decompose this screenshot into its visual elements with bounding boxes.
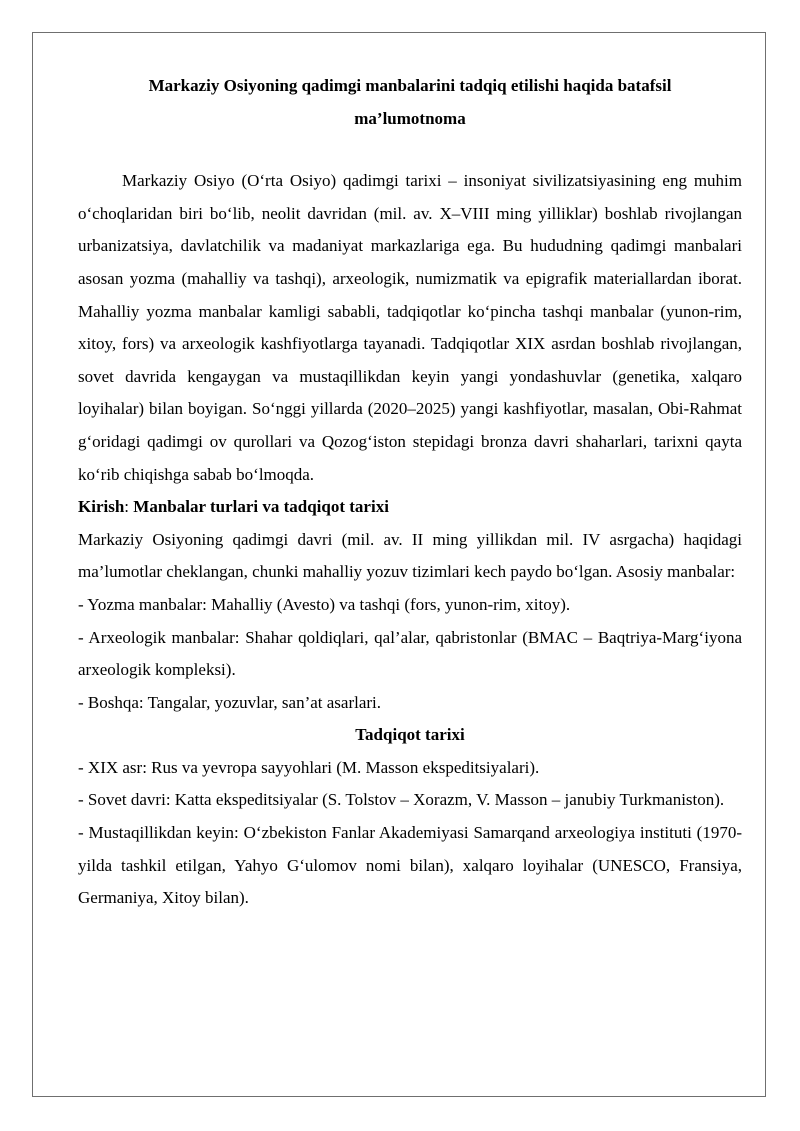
section-separator: : [124,497,134,517]
section1-paragraph: Markaziy Osiyoning qadimgi davri (mil. av. II ming yillikdan mil. IV asrgacha) haqidagi ma’lumotlar cheklangan, chunki mahalliy yozuv tizimlari kech paydo bo‘lgan. Asosiy manbalar: [78,529,742,582]
title-line-1: Markaziy Osiyoning qadimgi manbalarini tadqiq etilishi haqida batafsil [148,76,672,95]
title-line-2: ma’lumotnoma [354,108,466,128]
document-body [78,70,742,915]
list-item: - Sovet davri: Katta ekspeditsiyalar (S. Tolstov – Xorazm, V. Masson – janubiy Turkmaniston). [78,790,725,810]
list-item: - Yozma manbalar: Mahalliy (Avesto) va tashqi (fors, yunon-rim, xitoy). [78,594,571,614]
list-item: - Boshqa: Tangalar, yozuvlar, san’at asarlari. [78,692,382,712]
section-heading-intro [78,491,742,524]
list-item: - XIX asr: Rus va yevropa sayyohlari (M. Masson ekspeditsiyalari). [78,757,540,777]
section-label: Kirish [78,497,125,517]
list-item: - Mustaqillikdan keyin: O‘zbekiston Fanlar Akademiyasi Samarqand arxeologiya instituti (1970-yilda tashkil etilgan, Yahyo G‘ulomov nomi bilan), xalqaro loyihalar (UNESCO, Fransiya, Germaniya, Xitoy bilan). [78,823,742,908]
list-item: - Arxeologik manbalar: Shahar qoldiqlari, qal’alar, qabristonlar (BMAC – Baqtriya-Marg‘iyona arxeologik kompleksi). [78,627,742,680]
intro-paragraph: Markaziy Osiyo (O‘rta Osiyo) qadimgi tarixi – insoniyat sivilizatsiyasining eng muhim o‘choqlaridan biri bo‘lib, neolit davridan (mil. av. X–VIII ming yilliklar) boshlab rivojlangan urbanizatsiya, davlatchilik va madaniyat markazlariga ega. Bu hududning qadimgi manbalari asosan yozma (mahalliy va tashqi), arxeologik, numizmatik va epigrafik materiallardan iborat. Mahalliy yozma manbalar kamligi sababli, tadqiqotlar ko‘pincha tashqi manbalar (yunon-rim, xitoy, fors) va arxeologik kashfiyotlarga tayanadi. Tadqiqotlar XIX asrdan boshlab rivojlangan, sovet davrida kengaygan va mustaqillikdan keyin yangi yondashuvlar (genetika, xalqaro loyihalar) bilan boyigan. So‘nggi yillarda (2020–2025) yangi kashfiyotlar, masalan, Obi-Rahmat g‘oridagi qadimgi ov qurollari va Qozog‘iston stepidagi bronza davri shaharlari, tarixni qayta ko‘rib chiqishga sabab bo‘lmoqda. [78,171,742,484]
section-heading-history: Tadqiqot tarixi [355,725,465,745]
section-title: Manbalar turlari va tadqiqot tarixi [133,497,389,517]
document-title [78,70,742,135]
